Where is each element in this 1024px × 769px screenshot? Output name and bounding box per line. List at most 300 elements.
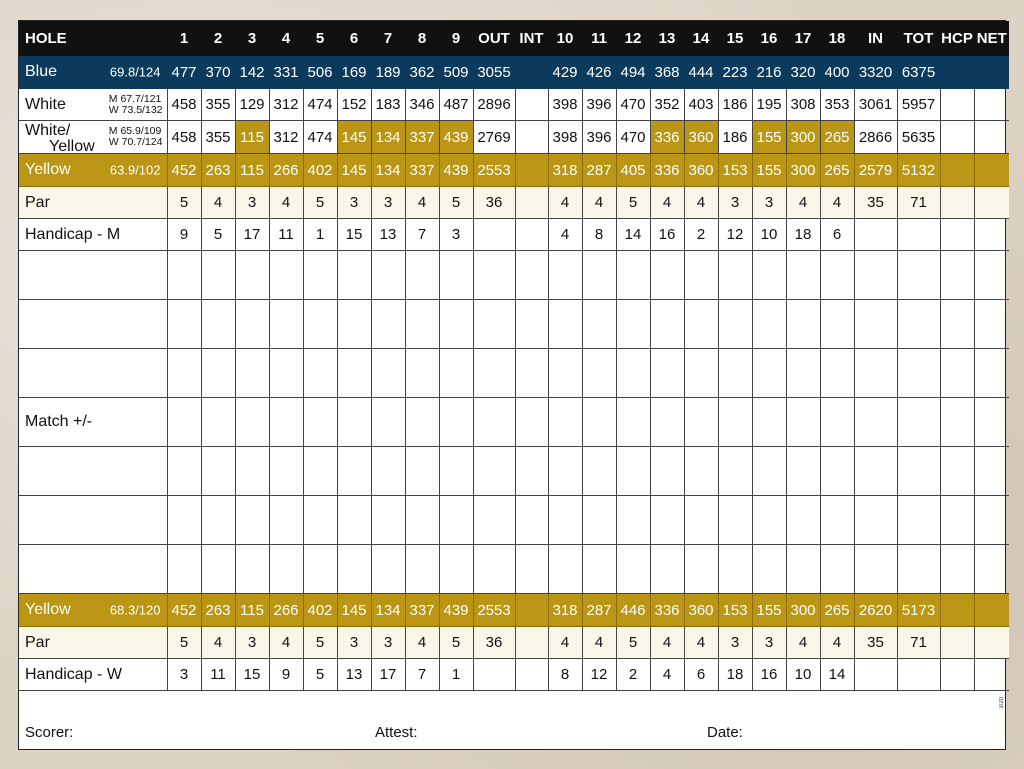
- tee-rating: 68.3/120: [109, 602, 161, 618]
- score-cell[interactable]: [616, 545, 650, 594]
- score-cell[interactable]: [582, 349, 616, 398]
- score-cell[interactable]: [371, 349, 405, 398]
- handicap-cell: 14: [820, 659, 854, 691]
- handicap-cell: 17: [235, 219, 269, 251]
- out-total: 2896: [473, 89, 515, 121]
- par-cell: 4: [201, 627, 235, 659]
- net-score-cell[interactable]: [974, 349, 1009, 398]
- score-cell[interactable]: [582, 496, 616, 545]
- int-score-cell[interactable]: [515, 447, 548, 496]
- score-cell[interactable]: [303, 349, 337, 398]
- score-cell[interactable]: [582, 545, 616, 594]
- match-cell[interactable]: [201, 398, 235, 447]
- score-cell[interactable]: [235, 300, 269, 349]
- match-cell[interactable]: [718, 398, 752, 447]
- score-cell[interactable]: [548, 545, 582, 594]
- par-cell: 3: [752, 187, 786, 219]
- score-cell[interactable]: [439, 447, 473, 496]
- hole-number: 15: [718, 22, 752, 56]
- player-name-field[interactable]: [19, 447, 167, 496]
- match-cell[interactable]: [974, 398, 1009, 447]
- score-cell[interactable]: [337, 349, 371, 398]
- tee-row-yellow-women: [19, 594, 1009, 627]
- scorer-label: Scorer:: [25, 724, 74, 741]
- score-cell[interactable]: [405, 300, 439, 349]
- score-cell[interactable]: [269, 300, 303, 349]
- match-cell[interactable]: [650, 398, 684, 447]
- out-score-cell[interactable]: [473, 496, 515, 545]
- in-score-cell[interactable]: [854, 496, 897, 545]
- par-cell: 3: [718, 187, 752, 219]
- yardage-cell: 362: [405, 56, 439, 89]
- yardage-cell: 266: [269, 154, 303, 187]
- tot-score-cell[interactable]: [897, 300, 940, 349]
- hole-number: 16: [752, 22, 786, 56]
- handicap-cell: 4: [548, 219, 582, 251]
- tot-score-cell[interactable]: [897, 496, 940, 545]
- in-score-cell[interactable]: [854, 251, 897, 300]
- tot-total: 5635: [897, 121, 940, 154]
- score-cell[interactable]: [718, 251, 752, 300]
- match-cell[interactable]: [616, 398, 650, 447]
- in-total: [854, 219, 897, 251]
- score-cell[interactable]: [786, 496, 820, 545]
- out-score-cell[interactable]: [473, 300, 515, 349]
- yardage-cell: 300: [786, 594, 820, 627]
- par-cell: 3: [752, 627, 786, 659]
- hcp-cell: [940, 154, 974, 187]
- tee-row-yellow-men: [19, 154, 1009, 187]
- par-cell: 5: [303, 187, 337, 219]
- handicap-cell: 15: [337, 219, 371, 251]
- hcp-cell: [940, 219, 974, 251]
- player-name-field[interactable]: [19, 545, 167, 594]
- match-cell[interactable]: [303, 398, 337, 447]
- hcp-cell: [940, 56, 974, 89]
- match-cell[interactable]: [786, 398, 820, 447]
- score-cell[interactable]: [235, 545, 269, 594]
- tee-name: White: [25, 95, 66, 113]
- par-cell: 4: [582, 187, 616, 219]
- score-cell[interactable]: [684, 251, 718, 300]
- player-score-row: [19, 545, 1009, 594]
- match-cell[interactable]: [684, 398, 718, 447]
- par-cell: 4: [582, 627, 616, 659]
- hole-number: 2: [201, 22, 235, 56]
- match-cell[interactable]: [405, 398, 439, 447]
- yardage-cell: 134: [371, 154, 405, 187]
- score-cell[interactable]: [439, 300, 473, 349]
- score-cell[interactable]: [718, 545, 752, 594]
- score-cell[interactable]: [201, 447, 235, 496]
- signature-area: [19, 691, 1009, 746]
- handicap-cell: 6: [820, 219, 854, 251]
- yardage-cell: 115: [235, 154, 269, 187]
- score-cell[interactable]: [371, 545, 405, 594]
- score-cell[interactable]: [650, 251, 684, 300]
- yardage-cell: 129: [235, 89, 269, 121]
- score-cell[interactable]: [337, 251, 371, 300]
- hcp-score-cell[interactable]: [940, 300, 974, 349]
- in-score-cell[interactable]: [854, 300, 897, 349]
- score-cell[interactable]: [582, 251, 616, 300]
- score-cell[interactable]: [684, 300, 718, 349]
- in-score-cell[interactable]: [854, 447, 897, 496]
- score-cell[interactable]: [752, 300, 786, 349]
- score-cell[interactable]: [235, 496, 269, 545]
- score-cell[interactable]: [820, 251, 854, 300]
- handicap-cell: 9: [167, 219, 201, 251]
- score-cell[interactable]: [718, 349, 752, 398]
- score-cell[interactable]: [786, 251, 820, 300]
- handicap-cell: 13: [371, 219, 405, 251]
- handicap-cell: 13: [337, 659, 371, 691]
- score-cell[interactable]: [718, 447, 752, 496]
- score-cell[interactable]: [405, 496, 439, 545]
- row-label-cell: [19, 187, 167, 219]
- tot-total: 5132: [897, 154, 940, 187]
- player-name-field[interactable]: [19, 300, 167, 349]
- match-cell[interactable]: [752, 398, 786, 447]
- par-cell: 3: [718, 627, 752, 659]
- score-cell[interactable]: [167, 300, 201, 349]
- yardage-cell: 265: [820, 154, 854, 187]
- score-cell[interactable]: [650, 496, 684, 545]
- par-cell: 5: [616, 187, 650, 219]
- tee-name-cell: [19, 154, 167, 187]
- tee-row-blue: [19, 56, 1009, 89]
- handicap-cell: 4: [650, 659, 684, 691]
- par-cell: 4: [820, 187, 854, 219]
- hole-number: 4: [269, 22, 303, 56]
- match-cell[interactable]: [897, 398, 940, 447]
- score-cell[interactable]: [439, 251, 473, 300]
- net-score-cell[interactable]: [974, 447, 1009, 496]
- hole-number: 6: [337, 22, 371, 56]
- int-score-cell[interactable]: [515, 545, 548, 594]
- score-cell[interactable]: [303, 496, 337, 545]
- score-cell[interactable]: [371, 251, 405, 300]
- score-cell[interactable]: [548, 251, 582, 300]
- score-cell[interactable]: [786, 447, 820, 496]
- score-cell[interactable]: [752, 251, 786, 300]
- score-cell[interactable]: [616, 251, 650, 300]
- score-cell[interactable]: [616, 300, 650, 349]
- score-cell[interactable]: [684, 545, 718, 594]
- tee-name-cell: [19, 89, 167, 121]
- out-total: [473, 219, 515, 251]
- in-total: 35: [854, 187, 897, 219]
- hcp-score-cell[interactable]: [940, 447, 974, 496]
- score-cell[interactable]: [201, 496, 235, 545]
- in-total: [854, 659, 897, 691]
- score-cell[interactable]: [371, 447, 405, 496]
- yardage-cell: 115: [235, 594, 269, 627]
- row-label: Par: [25, 193, 50, 211]
- score-cell[interactable]: [616, 496, 650, 545]
- score-cell[interactable]: [439, 496, 473, 545]
- score-cell[interactable]: [167, 349, 201, 398]
- score-cell[interactable]: [548, 300, 582, 349]
- match-cell[interactable]: [582, 398, 616, 447]
- player-score-row: [19, 349, 1009, 398]
- par-cell: 4: [786, 187, 820, 219]
- score-cell[interactable]: [439, 545, 473, 594]
- score-cell[interactable]: [303, 447, 337, 496]
- yardage-cell: 337: [405, 154, 439, 187]
- tot-score-cell[interactable]: [897, 251, 940, 300]
- par-cell: 4: [405, 627, 439, 659]
- score-cell[interactable]: [650, 300, 684, 349]
- yardage-cell: 353: [820, 89, 854, 121]
- net-cell: [974, 56, 1009, 89]
- yardage-cell: 398: [548, 121, 582, 154]
- match-label-cell: [19, 398, 167, 447]
- score-cell[interactable]: [820, 496, 854, 545]
- player-name-field[interactable]: [19, 496, 167, 545]
- par-cell: 3: [337, 187, 371, 219]
- in-total: 3320: [854, 56, 897, 89]
- yardage-cell: 336: [650, 154, 684, 187]
- yardage-cell: 223: [718, 56, 752, 89]
- hole-number: 18: [820, 22, 854, 56]
- yardage-cell: 446: [616, 594, 650, 627]
- score-cell[interactable]: [269, 496, 303, 545]
- hcp-score-cell[interactable]: [940, 251, 974, 300]
- match-cell[interactable]: [439, 398, 473, 447]
- score-cell[interactable]: [167, 545, 201, 594]
- out-score-cell[interactable]: [473, 545, 515, 594]
- tot-score-cell[interactable]: [897, 349, 940, 398]
- score-cell[interactable]: [786, 545, 820, 594]
- player-name-field[interactable]: [19, 349, 167, 398]
- score-cell[interactable]: [439, 349, 473, 398]
- score-cell[interactable]: [786, 300, 820, 349]
- handicap-cell: 2: [684, 219, 718, 251]
- score-cell[interactable]: [650, 447, 684, 496]
- hcp-score-cell[interactable]: [940, 545, 974, 594]
- match-cell[interactable]: [820, 398, 854, 447]
- net-cell: [974, 121, 1009, 154]
- score-cell[interactable]: [201, 545, 235, 594]
- score-cell[interactable]: [269, 545, 303, 594]
- score-cell[interactable]: [820, 545, 854, 594]
- signature-row: [19, 691, 1009, 746]
- score-cell[interactable]: [752, 496, 786, 545]
- score-cell[interactable]: [201, 300, 235, 349]
- scorecard-table: [19, 21, 1009, 745]
- net-score-cell[interactable]: [974, 545, 1009, 594]
- tee-name-cell: [19, 56, 167, 89]
- score-cell[interactable]: [684, 349, 718, 398]
- match-cell[interactable]: [548, 398, 582, 447]
- handicap-cell: 3: [167, 659, 201, 691]
- score-cell[interactable]: [548, 349, 582, 398]
- score-cell[interactable]: [269, 447, 303, 496]
- tot-total: [897, 219, 940, 251]
- yardage-cell: 494: [616, 56, 650, 89]
- tot-score-cell[interactable]: [897, 545, 940, 594]
- score-cell[interactable]: [405, 349, 439, 398]
- score-cell[interactable]: [548, 496, 582, 545]
- hole-number: 8: [405, 22, 439, 56]
- score-cell[interactable]: [820, 447, 854, 496]
- net-label: NET: [974, 22, 1009, 56]
- net-score-cell[interactable]: [974, 251, 1009, 300]
- par-cell: 5: [167, 187, 201, 219]
- out-score-cell[interactable]: [473, 349, 515, 398]
- score-cell[interactable]: [718, 496, 752, 545]
- tot-score-cell[interactable]: [897, 447, 940, 496]
- score-cell[interactable]: [820, 349, 854, 398]
- score-cell[interactable]: [337, 447, 371, 496]
- score-cell[interactable]: [303, 251, 337, 300]
- match-cell[interactable]: [854, 398, 897, 447]
- in-total: 2579: [854, 154, 897, 187]
- score-cell[interactable]: [650, 545, 684, 594]
- yardage-cell: 439: [439, 594, 473, 627]
- score-cell[interactable]: [235, 349, 269, 398]
- int-cell: [515, 56, 548, 89]
- score-cell[interactable]: [616, 349, 650, 398]
- score-cell[interactable]: [337, 300, 371, 349]
- int-score-cell[interactable]: [515, 349, 548, 398]
- score-cell[interactable]: [820, 300, 854, 349]
- rating-men: M 65.9/109: [108, 125, 162, 137]
- score-cell[interactable]: [582, 447, 616, 496]
- score-cell[interactable]: [650, 349, 684, 398]
- score-cell[interactable]: [684, 496, 718, 545]
- match-cell[interactable]: [235, 398, 269, 447]
- score-cell[interactable]: [684, 447, 718, 496]
- int-cell: [515, 627, 548, 659]
- tee-name-cell: [19, 594, 167, 627]
- match-cell[interactable]: [371, 398, 405, 447]
- score-cell[interactable]: [405, 545, 439, 594]
- hole-number: 5: [303, 22, 337, 56]
- yardage-cell: 153: [718, 594, 752, 627]
- out-score-cell[interactable]: [473, 251, 515, 300]
- score-cell[interactable]: [405, 251, 439, 300]
- score-cell[interactable]: [752, 349, 786, 398]
- yardage-cell: 312: [269, 121, 303, 154]
- score-cell[interactable]: [371, 496, 405, 545]
- match-cell[interactable]: [167, 398, 201, 447]
- match-cell[interactable]: [940, 398, 974, 447]
- score-cell[interactable]: [167, 447, 201, 496]
- score-cell[interactable]: [235, 447, 269, 496]
- tee-name: Yellow: [25, 601, 71, 618]
- out-total: 3055: [473, 56, 515, 89]
- score-cell[interactable]: [337, 545, 371, 594]
- match-cell[interactable]: [473, 398, 515, 447]
- handicap-cell: 12: [582, 659, 616, 691]
- match-cell[interactable]: [269, 398, 303, 447]
- score-cell[interactable]: [167, 496, 201, 545]
- player-name-field[interactable]: [19, 251, 167, 300]
- yardage-cell: 477: [167, 56, 201, 89]
- yardage-cell: 474: [303, 89, 337, 121]
- score-cell[interactable]: [337, 496, 371, 545]
- score-cell[interactable]: [752, 447, 786, 496]
- score-cell[interactable]: [582, 300, 616, 349]
- handicap-cell: 10: [786, 659, 820, 691]
- par-cell: 4: [405, 187, 439, 219]
- score-cell[interactable]: [269, 349, 303, 398]
- int-cell: [515, 89, 548, 121]
- yardage-cell: 439: [439, 154, 473, 187]
- par-cell: 3: [235, 187, 269, 219]
- out-score-cell[interactable]: [473, 447, 515, 496]
- hcp-score-cell[interactable]: [940, 349, 974, 398]
- hcp-cell: [940, 594, 974, 627]
- handicap-cell: 9: [269, 659, 303, 691]
- yardage-cell: 169: [337, 56, 371, 89]
- par-cell: 5: [303, 627, 337, 659]
- score-cell[interactable]: [548, 447, 582, 496]
- score-cell[interactable]: [303, 545, 337, 594]
- score-cell[interactable]: [269, 251, 303, 300]
- yardage-cell: 287: [582, 154, 616, 187]
- yardage-cell: 152: [337, 89, 371, 121]
- par-cell: 3: [371, 187, 405, 219]
- int-score-cell[interactable]: [515, 251, 548, 300]
- par-cell: 3: [337, 627, 371, 659]
- in-score-cell[interactable]: [854, 349, 897, 398]
- yardage-cell: 300: [786, 154, 820, 187]
- match-cell[interactable]: [337, 398, 371, 447]
- hcp-cell: [940, 89, 974, 121]
- out-total: 36: [473, 187, 515, 219]
- handicap-cell: 8: [548, 659, 582, 691]
- score-cell[interactable]: [405, 447, 439, 496]
- match-cell[interactable]: [515, 398, 548, 447]
- par-cell: 4: [786, 627, 820, 659]
- int-score-cell[interactable]: [515, 496, 548, 545]
- yardage-cell: 452: [167, 594, 201, 627]
- in-total: 2866: [854, 121, 897, 154]
- score-cell[interactable]: [752, 545, 786, 594]
- net-cell: [974, 594, 1009, 627]
- in-score-cell[interactable]: [854, 545, 897, 594]
- score-cell[interactable]: [303, 300, 337, 349]
- tot-label: TOT: [897, 22, 940, 56]
- yardage-cell: 396: [582, 121, 616, 154]
- out-label: OUT: [473, 22, 515, 56]
- score-cell[interactable]: [786, 349, 820, 398]
- net-score-cell[interactable]: [974, 300, 1009, 349]
- handicap-cell: 6: [684, 659, 718, 691]
- int-score-cell[interactable]: [515, 300, 548, 349]
- yardage-cell: 287: [582, 594, 616, 627]
- yardage-cell: 216: [752, 56, 786, 89]
- hcp-cell: [940, 121, 974, 154]
- score-cell[interactable]: [167, 251, 201, 300]
- score-cell[interactable]: [201, 349, 235, 398]
- handicap-cell: 5: [303, 659, 337, 691]
- yardage-cell: 189: [371, 56, 405, 89]
- out-total: 2553: [473, 154, 515, 187]
- yardage-cell-yellow-tee: 300: [786, 121, 820, 154]
- score-cell[interactable]: [616, 447, 650, 496]
- hcp-score-cell[interactable]: [940, 496, 974, 545]
- score-cell[interactable]: [371, 300, 405, 349]
- score-cell[interactable]: [201, 251, 235, 300]
- hole-number: 13: [650, 22, 684, 56]
- score-cell[interactable]: [235, 251, 269, 300]
- net-score-cell[interactable]: [974, 496, 1009, 545]
- score-cell[interactable]: [718, 300, 752, 349]
